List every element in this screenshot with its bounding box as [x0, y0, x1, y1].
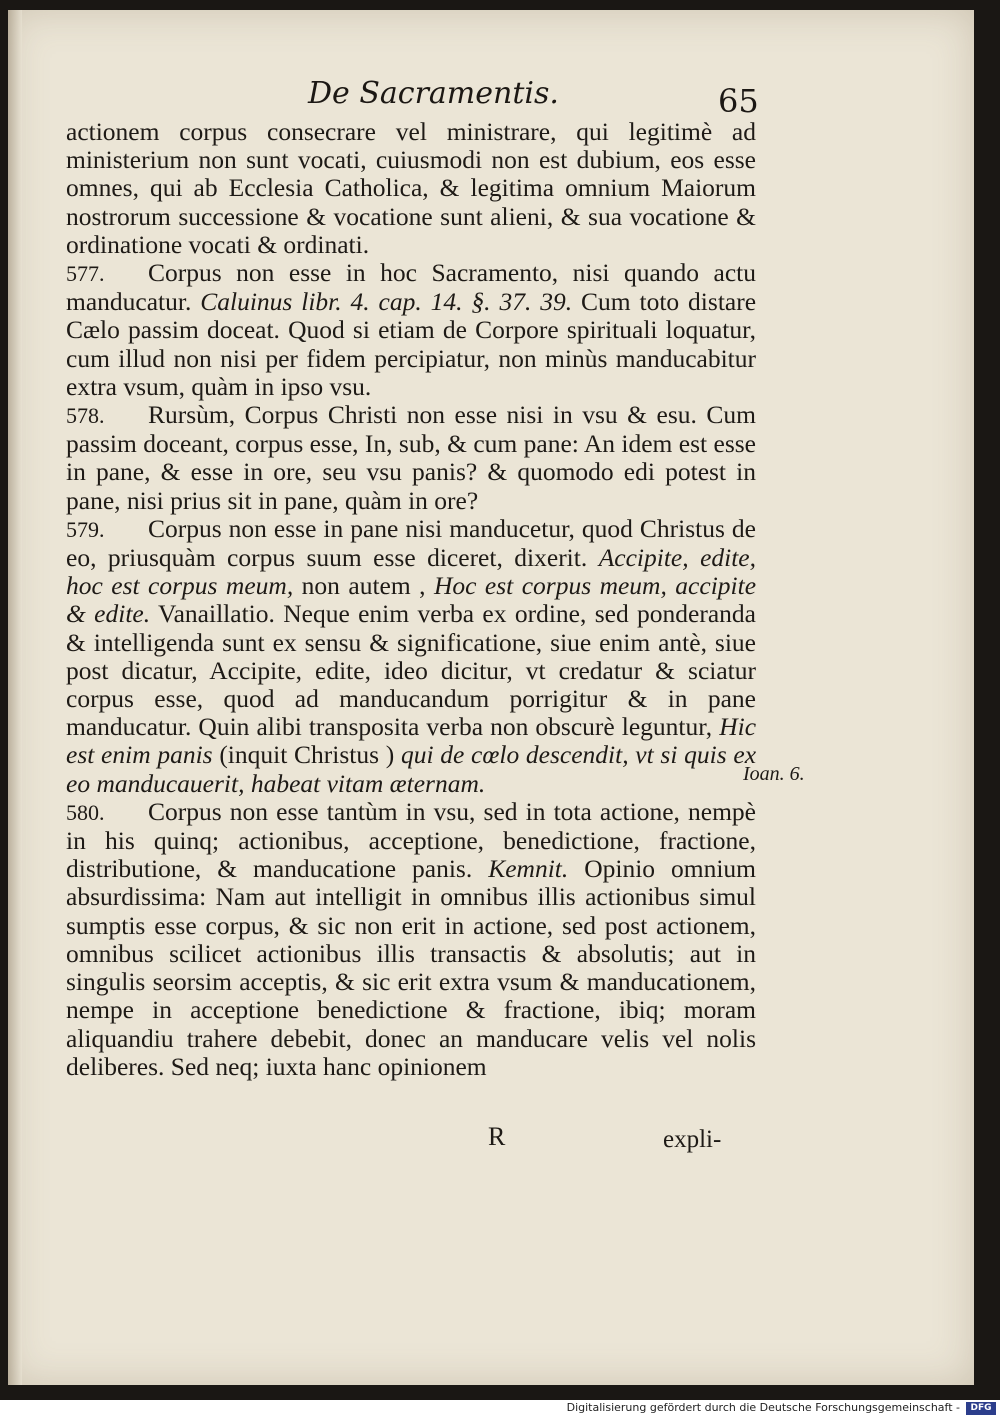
- paragraph-text: Vanaillatio. Neque enim verba ex ordine, sed ponderanda & intelligenda sunt ex sensu & significatione, siue enim antè, siue post dicatur, Accipite, edite, ideo dicitur, vt credatur & sciatur corpus esse, quod ad manducandum porrigitur & in pane manducatur. Quin alibi transposita verba non obscurè leguntur,: [66, 599, 756, 742]
- quotation: Hoc est corpus meum, accipite & edite.: [66, 571, 757, 629]
- paragraph-text: Corpus non esse in pane nisi manducetur, quod Christus de eo, priusquàm corpus suum esse diceret, dixerit.: [66, 513, 756, 573]
- quotation: Hic est enim panis: [66, 712, 757, 770]
- paragraph-577: [66, 259, 756, 401]
- paragraph-578: [66, 401, 756, 515]
- running-title: De Sacramentis.: [308, 76, 559, 111]
- catchword: expli-: [663, 1126, 722, 1153]
- book-page: [8, 10, 974, 1385]
- paragraph-text: Opinio omnium absurdissima: Nam aut intelligit in omnibus illis actionibus simul sumptis esse corpus, & sic non erit in actione, sed post actionem, omnibus scilicet actionibus illis transactis & absolutis; aut in singulis seorsim acceptis, & sic erit extra vsum & manducationem, nempe in acceptione benedictione & fractione, ibiq; moram aliquandiu trahere debebit, donec an manducare velis vel nolis deliberes. Sed neq; iuxta hanc opinionem: [66, 854, 757, 1081]
- paragraph-number: 580.: [66, 799, 105, 825]
- paragraph-number: 579.: [66, 516, 105, 542]
- paragraph-text: non autem ,: [301, 571, 426, 601]
- signature-mark: R: [488, 1122, 506, 1151]
- footer-credit: Digitalisierung gefördert durch die Deutsche Forschungsgemeinschaft -: [566, 1401, 960, 1414]
- paragraph-number: 577.: [66, 261, 105, 287]
- page-number: 65: [718, 82, 759, 120]
- citation: Caluinus libr. 4. cap. 14. §. 37. 39.: [200, 287, 573, 317]
- quotation: Accipite, edite, hoc est corpus meum,: [66, 543, 756, 601]
- paragraph-text: Corpus non esse in hoc Sacramento, nisi quando actu manducatur.: [66, 258, 756, 317]
- citation: Kemnit.: [488, 854, 569, 884]
- paragraph-579: [66, 515, 756, 798]
- footer-bar: [0, 1400, 1000, 1418]
- dfg-logo: DFG: [966, 1402, 996, 1415]
- paragraph-text: Corpus non esse tantùm in vsu, sed in tota actione, nempè in his quinq; actionibus, acceptione, benedictione, fractione, distributione, & manducatione panis.: [66, 796, 756, 884]
- paragraph-number: 578.: [66, 403, 105, 429]
- paragraph-text: Rursùm, Corpus Christi non esse nisi in vsu & esu. Cum passim doceant, corpus esse, In, sub, & cum pane: An idem est esse in pane, & esse in ore, seu vsu panis? & quomodo edi potest in pane, nisi prius sit in pane, quàm in ore?: [66, 400, 756, 515]
- paragraph-text: (inquit Christus ): [219, 740, 395, 770]
- page-gutter-shadow: [8, 10, 22, 1385]
- paragraph-text: actionem corpus consecrare vel ministrare, qui legitimè ad ministerium non sunt vocati, cuiusmodi non est dubium, eos esse omnes, qui ab Ecclesia Catholica, & legitima omnium Maiorum nostrorum successione & vocatione sunt alieni, & sua vocatione & ordinatione vocati & ordinati.: [66, 117, 756, 259]
- body-text: [66, 118, 756, 1081]
- paragraph-580: [66, 798, 756, 1081]
- margin-note: Ioan. 6.: [743, 763, 805, 785]
- paragraph-continuation: [66, 118, 756, 259]
- paragraph-text: Cum toto distare Cælo passim doceat. Quod si etiam de Corpore spirituali loquatur, cum illud non nisi per fidem percipiatur, non minùs manducabitur extra vsum, quàm in ipso vsu.: [66, 287, 757, 401]
- running-head: [8, 70, 974, 120]
- quotation: qui de cœlo descendit, vt si quis ex eo manducauerit, habeat vitam æternam.: [66, 740, 757, 798]
